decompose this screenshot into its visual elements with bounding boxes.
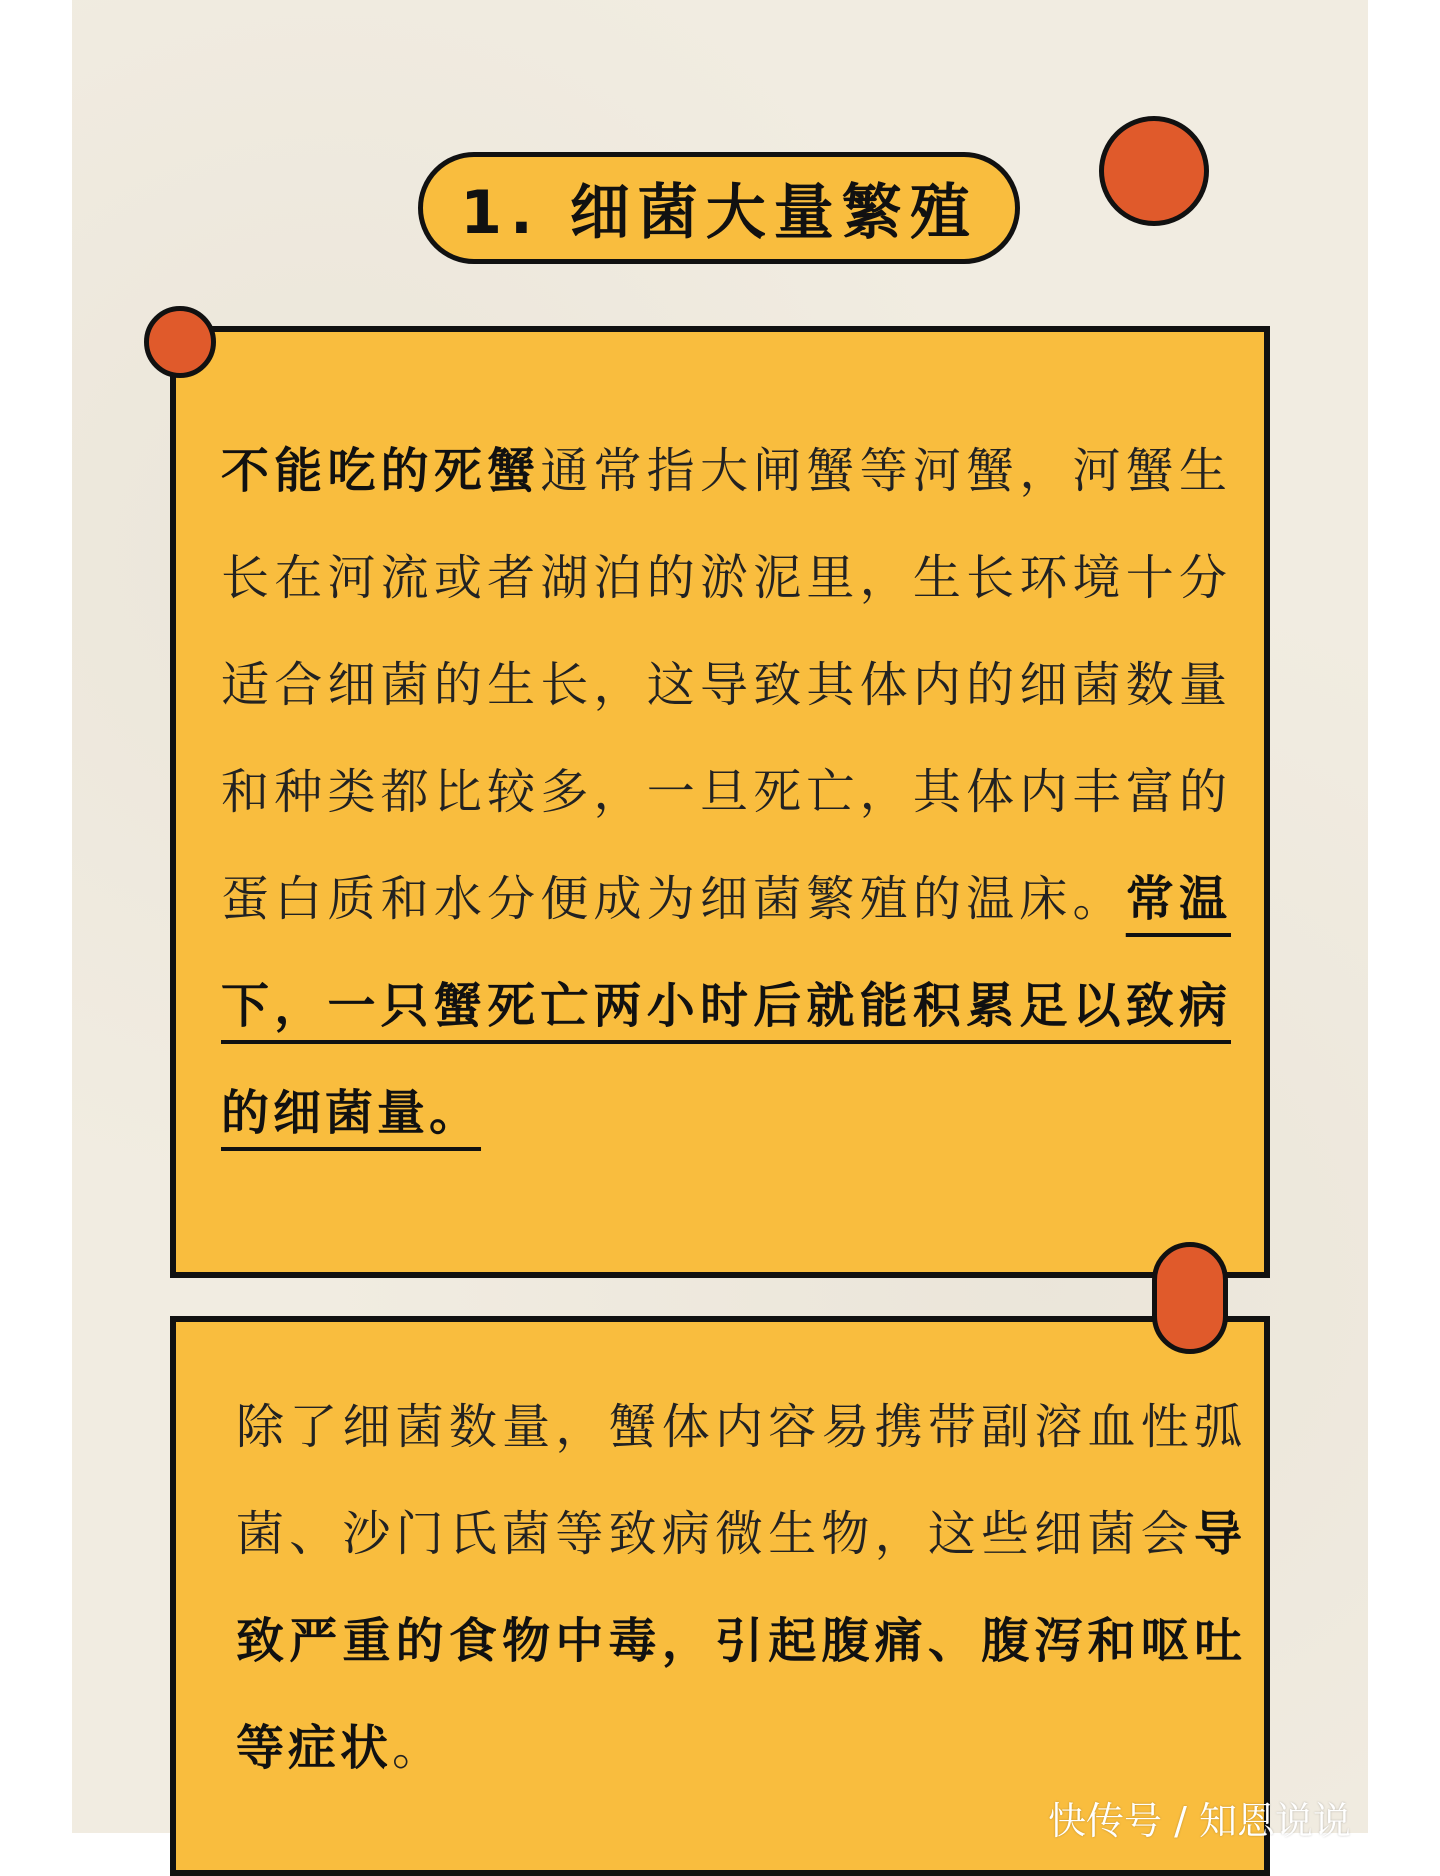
- info-card-1: [170, 326, 1270, 1278]
- card1-body: 通常指大闸蟹等河蟹，河蟹生长在河流或者湖泊的淤泥里，生长环境十分适合细菌的生长，这导致其体内的细菌数量和种类都比较多，一旦死亡，其体内丰富的蛋白质和水分便成为细菌繁殖的温床。: [221, 443, 1231, 927]
- card2-body: 除了细菌数量，蟹体内容易携带副溶血性弧菌、沙门氏菌等致病微生物，这些细菌会: [236, 1399, 1246, 1562]
- card2-bold: 导致严重的食物中毒，引起腹痛、腹泻和呕吐等症状: [236, 1506, 1246, 1776]
- card1-paragraph: [221, 418, 1231, 1167]
- section-title: 1. 细菌大量繁殖: [460, 178, 978, 248]
- card1-bold-intro: 不能吃的死蟹: [221, 443, 541, 499]
- decorative-dot: [1099, 116, 1209, 226]
- card2-paragraph: [236, 1374, 1246, 1802]
- decorative-capsule: [1152, 1242, 1228, 1354]
- card1-highlight: 常温下，一只蟹死亡两小时后就能积累足以致病的细菌量。: [221, 871, 1231, 1141]
- watermark: 快传号 / 知恩说说: [1048, 1799, 1351, 1843]
- section-title-pill: [418, 152, 1020, 264]
- card2-end: 。: [392, 1720, 445, 1776]
- decorative-dot: [144, 306, 216, 378]
